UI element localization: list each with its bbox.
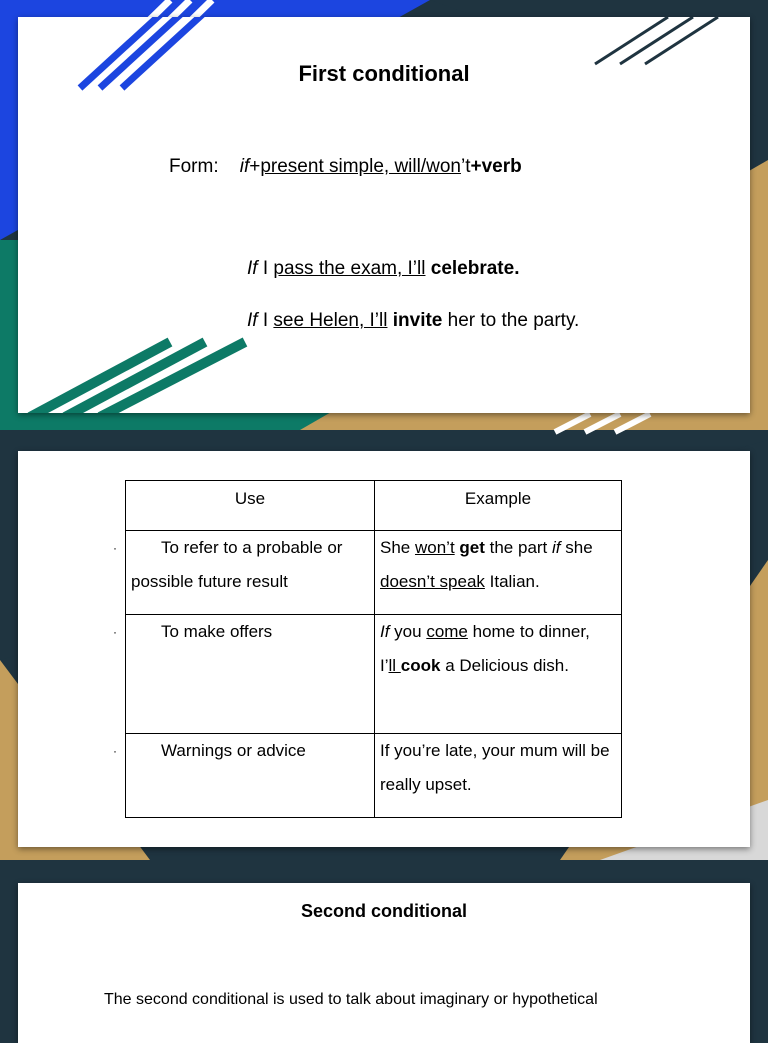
example-sentence-1	[247, 258, 520, 280]
ex-bold: get	[454, 538, 485, 557]
table-row	[126, 615, 622, 734]
ex-text: the part	[484, 538, 553, 557]
slide-title: First conditional	[298, 61, 470, 86]
example-cell	[375, 531, 622, 615]
form-wont: ’t	[460, 156, 471, 177]
form-label: Form:	[169, 156, 219, 177]
example-underlined: see Helen, I’ll	[273, 310, 388, 331]
slide-first-conditional	[18, 17, 750, 413]
slide-second-conditional	[18, 883, 750, 1043]
example-cell	[375, 615, 622, 734]
ex-italic: If	[380, 622, 390, 641]
use-cell	[126, 615, 375, 734]
example-bold: invite	[392, 310, 443, 331]
example-bold: celebrate.	[430, 258, 520, 279]
example-if: If	[247, 310, 258, 331]
example-cell	[375, 734, 622, 818]
table-row	[126, 734, 622, 818]
ex-underlined: come	[426, 622, 468, 641]
example-if: If	[247, 258, 258, 279]
ex-text: home to dinner, I’	[380, 622, 595, 675]
use-cell	[126, 734, 375, 818]
header-use: Use	[126, 481, 375, 531]
use-text: Warnings or advice	[161, 741, 306, 760]
form-line	[169, 156, 522, 178]
ex-bold: cook	[400, 656, 441, 675]
uses-table	[125, 480, 622, 818]
slide-body-text: The second conditional is used to talk about imaginary or hypothetical	[104, 991, 598, 1008]
example-underlined: pass the exam, I’ll	[273, 258, 426, 279]
use-text: To make offers	[161, 622, 273, 641]
use-cell	[126, 531, 375, 615]
ex-underlined: ll	[388, 656, 401, 675]
ex-underlined: won’t	[414, 538, 455, 557]
example-text: I	[257, 258, 274, 279]
ex-text: she	[560, 538, 598, 557]
example-text: I	[257, 310, 274, 331]
form-verb: +verb	[470, 156, 522, 177]
ex-text: She	[380, 538, 415, 557]
slide-title: Second conditional	[300, 901, 467, 921]
example-sentence-2	[247, 310, 579, 332]
ex-text: you	[389, 622, 427, 641]
bullet: ·	[113, 744, 117, 758]
ex-text: If you’re late, your mum will be really upset.	[380, 741, 610, 794]
example-rest: her to the party.	[442, 310, 580, 331]
form-plus: +	[249, 156, 261, 177]
table-row	[126, 531, 622, 615]
ex-text: Italian.	[484, 572, 540, 591]
table-header-row	[126, 481, 622, 531]
slide-uses-table	[18, 451, 750, 847]
ex-underlined: doesn’t speak	[380, 572, 485, 591]
form-structure: present simple, will/won	[260, 156, 461, 177]
ex-text: a Delicious dish.	[440, 656, 569, 675]
bullet: ·	[113, 541, 117, 555]
ex-italic: if	[552, 538, 561, 557]
bullet: ·	[113, 625, 117, 639]
form-if: if	[239, 156, 250, 177]
header-example: Example	[375, 481, 622, 531]
use-text: To refer to a probable or possible future result	[131, 538, 343, 591]
